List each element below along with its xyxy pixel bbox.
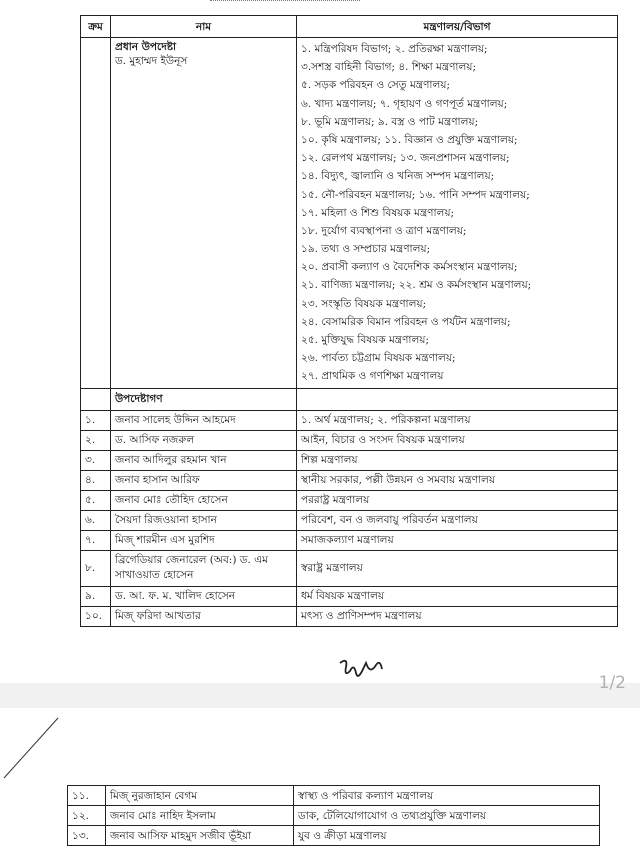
chief-ministry-item: ৫. সড়ক পরিবহন ও সেতু মন্ত্রণালয়;	[301, 79, 451, 92]
adviser-name: জনাব আদিলুর রহমান খান	[111, 450, 297, 470]
chief-ministry-item: ৮. ভূমি মন্ত্রণালয়; ৯. বস্ত্র ও পাট মন্ত্রণালয়;	[301, 115, 479, 128]
adviser-ministry: মৎস্য ও প্রাণিসম্পদ মন্ত্রণালয়	[297, 606, 618, 626]
adviser-name: সৈয়দা রিজওয়ানা হাসান	[111, 510, 297, 530]
chief-adviser-name: ড. মুহাম্মদ ইউনূস	[115, 55, 188, 67]
adviser-ministry: পররাষ্ট্র মন্ত্রণালয়	[297, 490, 618, 510]
adviser-name: মিজ্ শারমীন এস মুরশিদ	[111, 530, 297, 550]
adviser-serial: ১১.	[68, 786, 106, 806]
adviser-row	[68, 826, 600, 846]
chief-ministry-item: ২৬. পার্বত্য চট্টগ্রাম বিষয়ক মন্ত্রণালয়;	[301, 352, 456, 365]
adviser-ministry: আইন, বিচার ও সংসদ বিষয়ক মন্ত্রণালয়	[297, 430, 618, 450]
ministry-allocation-table	[80, 15, 618, 627]
chief-ministry-item: ১৪. বিদ্যুৎ, জ্বালানি ও খনিজ সম্পদ মন্ত্রণালয়;	[301, 170, 495, 183]
adviser-serial: ৭.	[81, 530, 111, 550]
chief-adviser-ministry-list	[301, 38, 613, 388]
chief-ministry-item: ২৫. মুক্তিযুদ্ধ বিষয়ক মন্ত্রণালয়;	[301, 334, 430, 346]
adviser-serial: ১.	[81, 410, 111, 430]
adviser-row	[81, 510, 618, 530]
adviser-row	[81, 606, 618, 626]
chief-ministry-item: ২৭. প্রাথমিক ও গণশিক্ষা মন্ত্রণালয়	[301, 370, 444, 383]
adviser-row	[81, 430, 618, 450]
adviser-serial: ৯.	[81, 586, 111, 606]
chief-ministry-item: ১২. রেলপথ মন্ত্রণালয়; ১৩. জনপ্রশাসন মন্ত্রণালয়;	[301, 152, 510, 165]
pen-stroke	[0, 712, 70, 782]
chief-adviser-title: প্রধান উপদেষ্টা	[115, 41, 177, 53]
adviser-name: ব্রিগেডিয়ার জেনারেল (অব:) ড. এম সাখাওয়াত হোসেন	[111, 550, 297, 586]
adviser-name: জনাব মোঃ নাহিদ ইসলাম	[106, 806, 294, 826]
top-rule	[210, 0, 360, 4]
adviser-name: মিজ্ নুরজাহান বেগম	[106, 786, 294, 806]
chief-ministry-item: ২৪. বেসামরিক বিমান পরিবহন ও পর্যটন মন্ত্রণালয়;	[301, 315, 511, 328]
adviser-serial: ১৩.	[68, 826, 106, 846]
adviser-name: ড. আসিফ নজরুল	[111, 430, 297, 450]
ministry-allocation-table-continued	[67, 785, 600, 846]
adviser-name: জনাব আসিফ মাহমুদ সজীব ভূঁইয়া	[106, 826, 294, 846]
adviser-row	[68, 786, 600, 806]
adviser-serial: ৬.	[81, 510, 111, 530]
adviser-serial: ৮.	[81, 550, 111, 586]
chief-ministry-item: ১৯. তথ্য ও সম্প্রচার মন্ত্রণালয়;	[301, 243, 431, 256]
adviser-name: জনাব মোঃ তৌহিদ হোসেন	[111, 490, 297, 510]
adviser-serial: ৩.	[81, 450, 111, 470]
chief-ministry-item: ১৫. নৌ-পরিবহন মন্ত্রণালয়; ১৬. পানি সম্পদ মন্ত্রণালয়;	[301, 188, 530, 201]
adviser-ministry: স্বরাষ্ট্র মন্ত্রণালয়	[297, 550, 618, 586]
col-serial-header: ক্রম	[81, 16, 111, 38]
adviser-serial: ১০.	[81, 606, 111, 626]
adviser-row	[81, 550, 618, 586]
chief-ministry-item: ১৮. দুর্যোগ ব্যবস্থাপনা ও ত্রাণ মন্ত্রণালয়;	[301, 224, 467, 237]
adviser-name: ড. আ. ফ. ম. খালিদ হোসেন	[111, 586, 297, 606]
chief-ministry-item: ১০. কৃষি মন্ত্রণালয়; ১১. বিজ্ঞান ও প্রযুক্তি মন্ত্রণালয়;	[301, 133, 518, 146]
signature	[336, 655, 386, 685]
chief-ministry-item: ২৩. সংস্কৃতি বিষয়ক মন্ত্রণালয়;	[301, 297, 427, 310]
adviser-row	[81, 530, 618, 550]
advisers-heading: উপদেষ্টাগণ	[111, 388, 297, 410]
chief-ministry-item: ১৭. মহিলা ও শিশু বিষয়ক মন্ত্রণালয়;	[301, 206, 455, 219]
adviser-ministry: স্বাস্থ্য ও পরিবার কল্যাণ মন্ত্রণালয়	[294, 786, 600, 806]
adviser-serial: ৫.	[81, 490, 111, 510]
advisers-rows-page-2	[68, 786, 600, 846]
adviser-ministry: স্থানীয় সরকার, পল্লী উন্নয়ন ও সমবায় মন্ত্রণালয়	[297, 470, 618, 490]
adviser-ministry: শিল্প মন্ত্রণালয়	[297, 450, 618, 470]
chief-ministry-item: ২১. বাণিজ্য মন্ত্রণালয়; ২২. শ্রম ও কর্মসংস্থান মন্ত্রণালয়;	[301, 279, 532, 292]
chief-ministry-item: ৩.সশস্ত্র বাহিনী বিভাগ; ৪. শিক্ষা মন্ত্রণালয়;	[301, 61, 477, 74]
chief-adviser-row	[81, 38, 618, 389]
adviser-row	[81, 586, 618, 606]
adviser-ministry: ধর্ম বিষয়ক মন্ত্রণালয়	[297, 586, 618, 606]
col-name-header: নাম	[111, 16, 297, 38]
chief-ministry-item: ৬. খাদ্য মন্ত্রণালয়; ৭. গৃহায়ণ ও গণপূর্ত মন্ত্রণালয়;	[301, 97, 508, 110]
advisers-rows	[81, 410, 618, 626]
adviser-ministry: যুব ও ক্রীড়া মন্ত্রণালয়	[294, 826, 600, 846]
col-ministry-header: মন্ত্রণালয়/বিভাগ	[297, 16, 618, 38]
adviser-ministry: সমাজকল্যাণ মন্ত্রণালয়	[297, 530, 618, 550]
adviser-row	[81, 470, 618, 490]
adviser-row	[68, 806, 600, 826]
adviser-name: জনাব হাসান আরিফ	[111, 470, 297, 490]
chief-ministry-item: ২০. প্রবাসী কল্যাণ ও বৈদেশিক কর্মসংস্থান মন্ত্রণালয়;	[301, 261, 518, 274]
adviser-row	[81, 490, 618, 510]
adviser-serial: ৪.	[81, 470, 111, 490]
adviser-serial: ২.	[81, 430, 111, 450]
adviser-row	[81, 450, 618, 470]
chief-ministry-item: ১. মন্ত্রিপরিষদ বিভাগ; ২. প্রতিরক্ষা মন্ত্রণালয়;	[301, 43, 488, 55]
adviser-ministry: ডাক, টেলিযোগাযোগ ও তথ্যপ্রযুক্তি মন্ত্রণালয়	[294, 806, 600, 826]
page-indicator: 1/2	[598, 673, 626, 693]
adviser-serial: ১২.	[68, 806, 106, 826]
adviser-ministry: পরিবেশ, বন ও জলবায়ু পরিবর্তন মন্ত্রণালয়	[297, 510, 618, 530]
advisers-heading-row	[81, 388, 618, 410]
adviser-name: জনাব সালেহ উদ্দিন আহমেদ	[111, 410, 297, 430]
adviser-ministry: ১. অর্থ মন্ত্রণালয়; ২. পরিকল্পনা মন্ত্রণালয়	[297, 410, 618, 430]
table-header-row	[81, 16, 618, 38]
adviser-name: মিজ্ ফরিদা আখতার	[111, 606, 297, 626]
adviser-row	[81, 410, 618, 430]
